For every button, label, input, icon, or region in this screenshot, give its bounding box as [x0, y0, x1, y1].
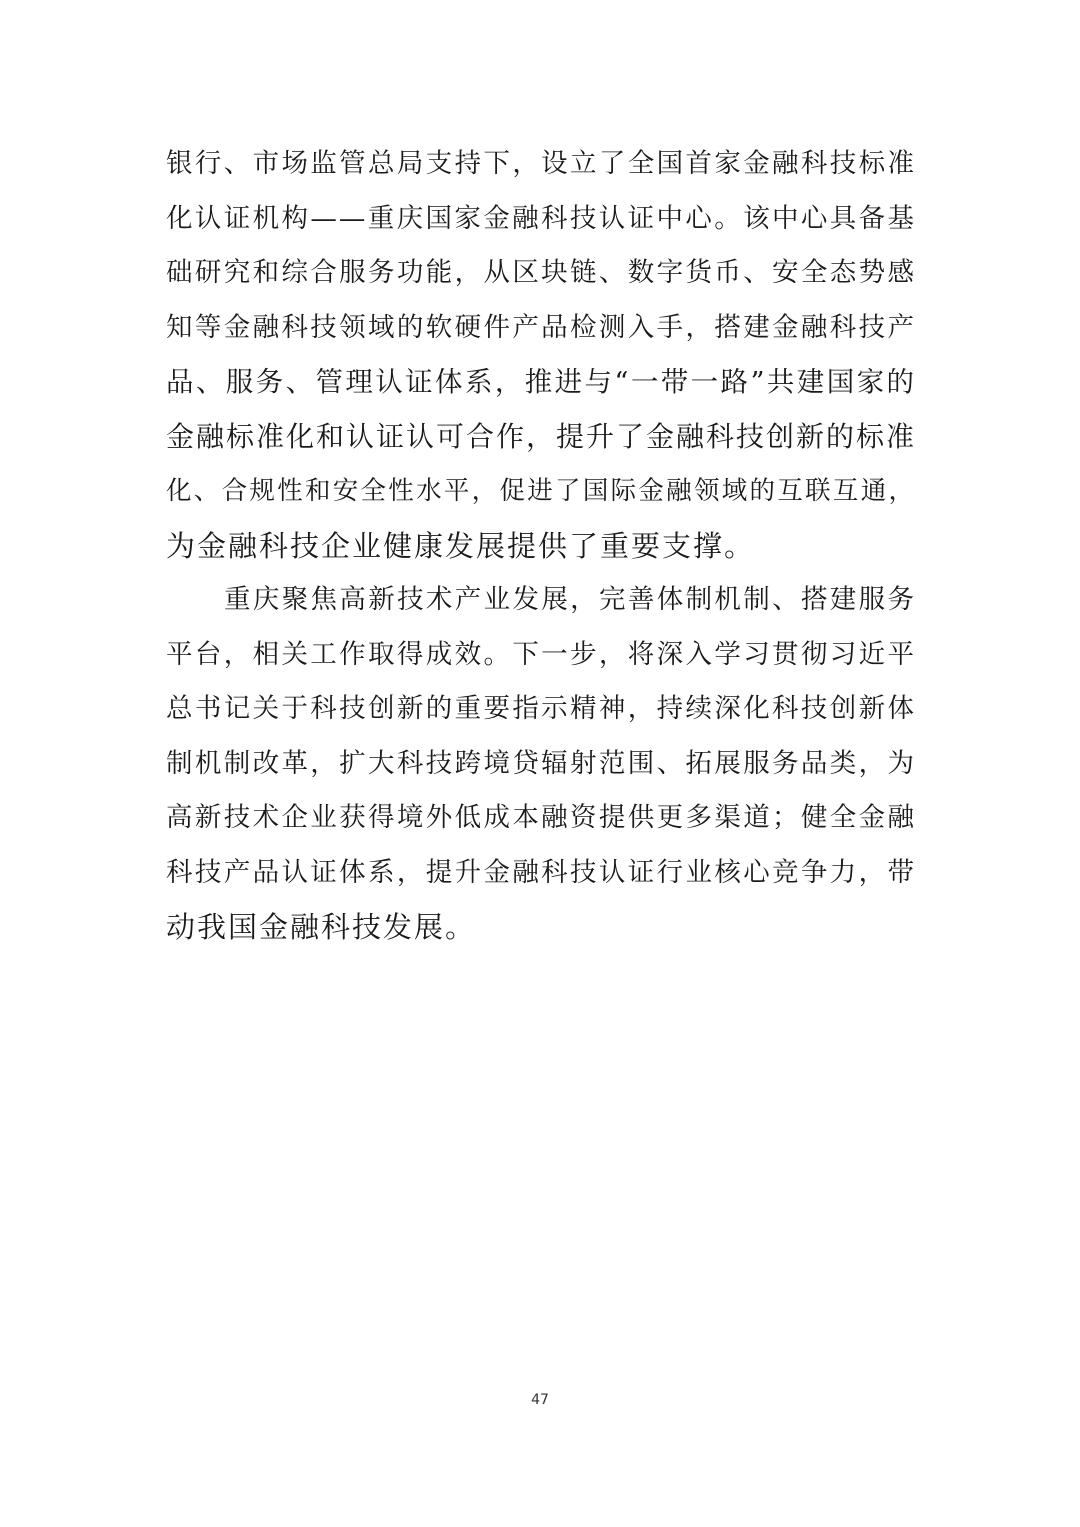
- page-number: 47: [531, 1392, 549, 1408]
- paragraph-line: 总书记关于科技创新的重要指示精神，持续深化科技创新体: [166, 693, 916, 724]
- paragraph-line: 知等金融科技领域的软硬件产品检测入手，搭建金融科技产: [166, 311, 916, 343]
- paragraph-line: 制机制改革，扩大科技跨境贷辐射范围、拓展服务品类，为: [166, 747, 916, 779]
- paragraph-line: 重庆聚焦高新技术产业发展，完善体制机制、搭建服务: [224, 584, 916, 615]
- paragraph-line: 化认证机构——重庆国家金融科技认证中心。该中心具备基: [166, 202, 916, 234]
- paragraph-line: 动我国金融科技发展。: [166, 910, 477, 944]
- paragraph-line: 品、服务、管理认证体系，推进与“一带一路”共建国家的: [166, 366, 916, 398]
- paragraph-line: 平台，相关工作取得成效。下一步，将深入学习贯彻习近平: [166, 638, 916, 670]
- paragraph-line: 化、合规性和安全性水平，促进了国际金融领域的互联互通，: [166, 476, 916, 506]
- paragraph-line: 金融标准化和认证认可合作，提升了金融科技创新的标准: [166, 419, 917, 453]
- paragraph-1: [166, 137, 916, 573]
- paragraph-2: [166, 573, 916, 955]
- paragraph-line: 高新技术企业获得境外低成本融资提供更多渠道；健全金融: [166, 802, 916, 833]
- paragraph-line: 科技产品认证体系，提升金融科技认证行业核心竞争力，带: [166, 856, 916, 888]
- paragraph-line: 银行、市场监管总局支持下，设立了全国首家金融科技标准: [166, 148, 916, 179]
- paragraph-line: 础研究和综合服务功能，从区块链、数字货币、安全态势感: [166, 257, 916, 288]
- body-text: [166, 137, 916, 955]
- paragraph-line: 为金融科技企业健康发展提供了重要支撑。: [166, 528, 756, 563]
